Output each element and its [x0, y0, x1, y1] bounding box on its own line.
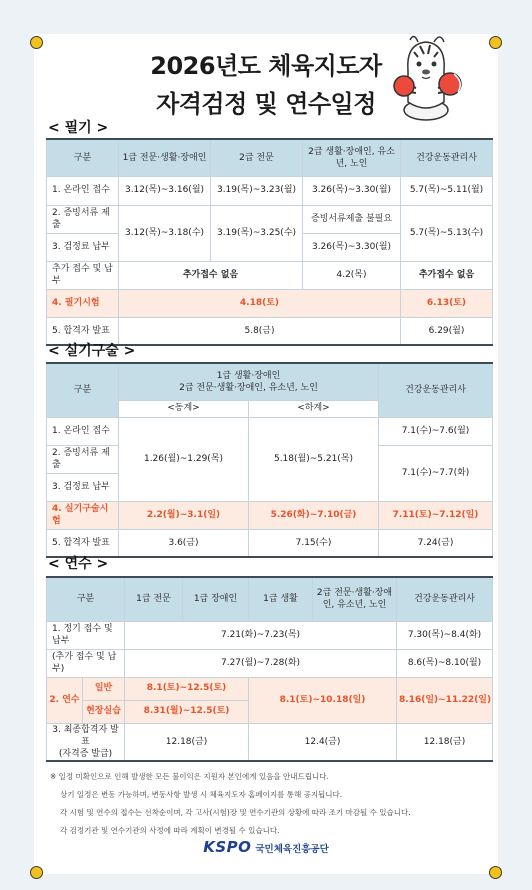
pin-bottom-right	[489, 866, 502, 879]
table-cell: 12.4(금)	[249, 723, 397, 761]
table-cell: 4.2(목)	[303, 261, 401, 289]
row-label: 4. 실기구술시험	[47, 501, 119, 529]
row-sublabel: 일반	[83, 677, 125, 700]
column-header-group	[119, 363, 379, 400]
subheader-summer: <하계>	[249, 400, 379, 417]
table-cell: 8.1(토)~12.5(토)	[125, 677, 249, 700]
table-cell: 6.13(토)	[401, 289, 493, 317]
table-cell: 8.31(월)~12.5(토)	[125, 700, 249, 723]
table-cell: 3.19(목)~3.23(월)	[211, 176, 303, 205]
table-cell: 5.26(화)~7.10(금)	[249, 501, 379, 529]
table-cell: 7.27(월)~7.28(화)	[125, 649, 397, 677]
kspo-logo	[0, 838, 532, 856]
row-label-line2: (자격증 발급)	[58, 748, 113, 759]
table-cell: 5.7(목)~5.11(월)	[401, 176, 493, 205]
table-cell: 8.6(목)~8.10(월)	[397, 649, 493, 677]
row-label: 2. 증빙서류 제출	[47, 445, 119, 473]
group-header-line1: 1급 생활·장애인	[216, 370, 281, 381]
logo-org-name: 국민체육진흥공단	[255, 844, 329, 855]
logo-brand: KSPO	[203, 838, 252, 856]
column-header: 2급 생활·장애인, 유소년, 노인	[303, 139, 401, 176]
table-cell: 증빙서류제출 불필요	[303, 205, 401, 233]
row-label: 1. 온라인 접수	[47, 176, 119, 205]
table-cell: 7.1(수)~7.6(월)	[379, 417, 493, 445]
column-header: 구분	[47, 577, 125, 621]
note-line: 각 검정기관 및 연수기관의 사정에 따라 계획이 변경될 수 있습니다.	[60, 826, 280, 835]
training-table	[46, 576, 493, 762]
table-cell: 7.21(화)~7.23(목)	[125, 621, 397, 649]
table-cell: 추가접수 없음	[401, 261, 493, 289]
section-title-written: < 필기 >	[48, 120, 109, 136]
row-label: 2. 연수	[47, 677, 83, 723]
group-header-line2: 2급 전문·생활·장애인, 유소년, 노인	[179, 382, 318, 393]
table-cell: 1.26(월)~1.29(목)	[119, 417, 249, 501]
row-label: 3. 검정료 납부	[47, 233, 119, 261]
table-cell: 8.1(토)~10.18(일)	[249, 677, 397, 723]
row-label: 2. 증빙서류 제출	[47, 205, 119, 233]
column-header: 건강운동관리사	[401, 139, 493, 176]
page-title-line1: 2026년도 체육지도자	[150, 52, 382, 80]
column-header: 1급 전문·생활·장애인	[119, 139, 211, 176]
table-cell: 3.26(목)~3.30(월)	[303, 233, 401, 261]
table-cell: 3.19(목)~3.25(수)	[211, 205, 303, 261]
table-cell: 3.6(금)	[119, 529, 249, 557]
tiger-boxer-mascot-icon	[386, 30, 472, 122]
row-label-line1: 3. 최종합격자 발표	[52, 724, 119, 747]
table-cell: 2.2(월)~3.1(일)	[119, 501, 249, 529]
column-header: 건강운동관리사	[379, 363, 493, 417]
written-exam-table	[46, 138, 493, 346]
note-line: 각 시험 및 연수의 접수는 선착순이며, 각 고사(시험)장 및 연수기관의 상황에 따라 조기 마감될 수 있습니다.	[60, 808, 411, 817]
table-cell: 4.18(토)	[119, 289, 401, 317]
notes	[50, 768, 490, 840]
row-label: 5. 합격자 발표	[47, 529, 119, 557]
column-header: 구분	[47, 139, 119, 176]
subheader-winter: <동계>	[119, 400, 249, 417]
section-title-training: < 연수 >	[48, 556, 109, 572]
table-cell: 3.26(목)~3.30(월)	[303, 176, 401, 205]
note-line: ※ 일정 미확인으로 인해 발생한 모든 불이익은 지원자 본인에게 있음을 안내드립니다.	[50, 772, 329, 781]
practical-exam-table	[46, 362, 493, 558]
table-cell: 3.12(목)~3.18(수)	[119, 205, 211, 261]
row-label: 3. 검정료 납부	[47, 473, 119, 501]
table-cell: 12.18(금)	[397, 723, 493, 761]
row-label: 4. 필기시험	[47, 289, 119, 317]
row-label: (추가 접수 및 납부)	[47, 649, 125, 677]
pin-bottom-left	[30, 866, 43, 879]
column-header: 1급 생활	[249, 577, 313, 621]
row-label: 5. 합격자 발표	[47, 317, 119, 345]
column-header: 2급 전문·생활·장애인, 유소년, 노인	[313, 577, 397, 621]
column-header: 1급 전문	[125, 577, 183, 621]
table-cell: 7.15(수)	[249, 529, 379, 557]
page-title-line2: 자격검정 및 연수일정	[156, 90, 376, 118]
column-header: 구분	[47, 363, 119, 417]
row-label: 1. 온라인 접수	[47, 417, 119, 445]
row-label	[47, 723, 125, 761]
note-line: 상기 일정은 변동 가능하며, 변동사항 발생 시 체육지도자 홈페이지를 통해 공지됩니다.	[60, 790, 343, 799]
table-cell: 5.7(목)~5.13(수)	[401, 205, 493, 261]
table-cell: 6.29(월)	[401, 317, 493, 345]
table-cell: 7.1(수)~7.7(화)	[379, 445, 493, 501]
column-header: 건강운동관리사	[397, 577, 493, 621]
row-label: 1. 정기 접수 및 납부	[47, 621, 125, 649]
table-cell: 8.16(일)~11.22(일)	[397, 677, 493, 723]
table-cell: 7.30(목)~8.4(화)	[397, 621, 493, 649]
column-header: 1급 장애인	[183, 577, 249, 621]
table-cell: 12.18(금)	[125, 723, 249, 761]
table-cell: 7.11(토)~7.12(일)	[379, 501, 493, 529]
table-cell: 5.18(월)~5.21(목)	[249, 417, 379, 501]
section-title-practical: < 실기구술 >	[48, 343, 136, 359]
row-label: 추가 접수 및 납부	[47, 261, 119, 289]
table-cell: 7.24(금)	[379, 529, 493, 557]
table-cell: 3.12(목)~3.16(월)	[119, 176, 211, 205]
table-cell: 5.8(금)	[119, 317, 401, 345]
table-cell: 추가접수 없음	[119, 261, 303, 289]
row-sublabel: 현장실습	[83, 700, 125, 723]
column-header: 2급 전문	[211, 139, 303, 176]
